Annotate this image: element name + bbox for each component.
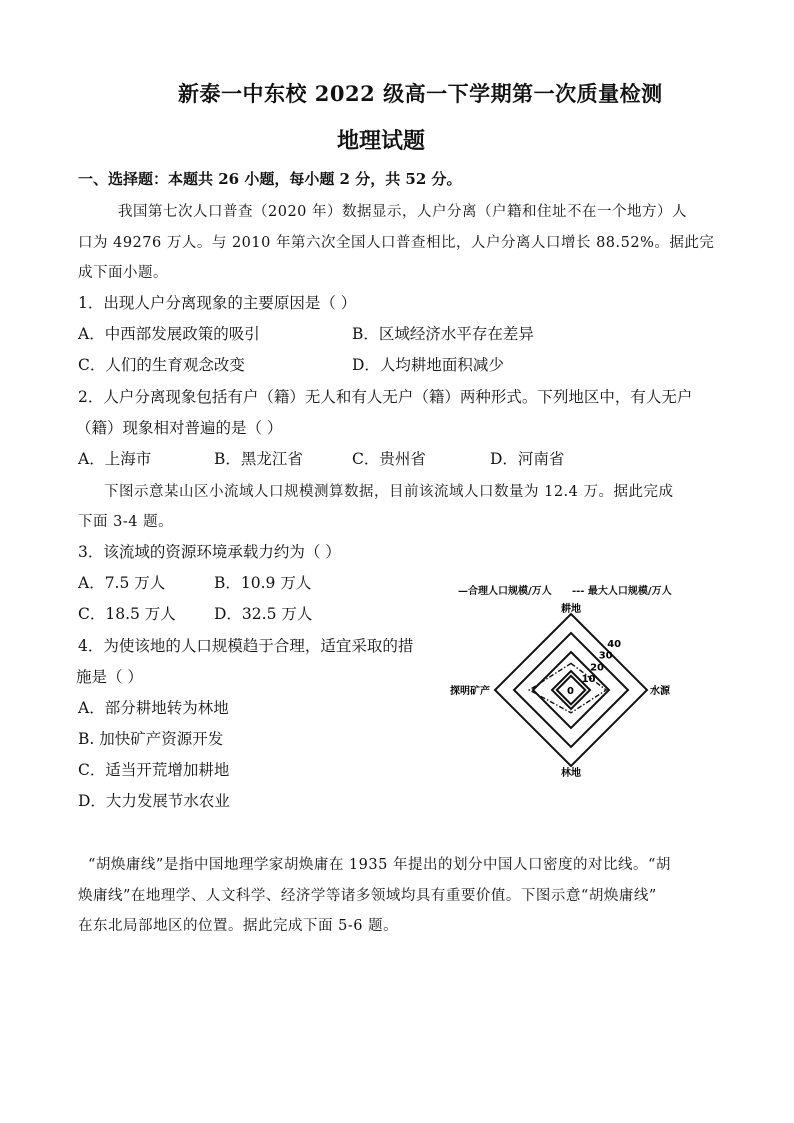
legend-dashed: --- 最大人口规模/万人: [572, 586, 672, 597]
ring-tick-label: 0: [567, 686, 574, 697]
axis-label-left: 探明矿产: [450, 686, 490, 697]
passage3-line: “胡焕庸线”是指中国地理学家胡焕庸在 1935 年提出的划分中国人口密度的对比线。“胡: [88, 857, 671, 873]
axis-label-right: 水源: [650, 686, 670, 697]
ring-tick-label: 20: [590, 662, 605, 674]
question-4-stem-line2: 施是（ ）: [76, 668, 143, 686]
q4-option-a: A．部分耕地转为林地: [78, 699, 229, 717]
passage2-line: 下图示意某山区小流域人口规模测算数据，目前该流域人口数量为 12.4 万。据此完成: [104, 484, 674, 500]
question-1-stem: 1．出现人户分离现象的主要原因是（ ）: [78, 294, 357, 312]
q3-option-a: A．7.5 万人: [78, 574, 166, 592]
q2-option-b: B．黑龙江省: [214, 450, 303, 468]
ring-tick-label: 40: [607, 638, 622, 650]
q3-option-b: B．10.9 万人: [214, 574, 312, 592]
q3-option-c: C．18.5 万人: [78, 605, 176, 623]
exam-title: 新泰一中东校 2022 级高一下学期第一次质量检测: [178, 81, 663, 106]
q1-option-a: A．中西部发展政策的吸引: [78, 325, 260, 343]
legend-solid: —合理人口规模/万人: [458, 586, 552, 597]
passage2-line: 下面 3-4 题。: [78, 514, 174, 530]
q2-option-a: A．上海市: [78, 450, 152, 468]
question-2-stem-line2: （籍）现象相对普遍的是（ ）: [76, 419, 283, 437]
exam-subtitle: 地理试题: [337, 128, 426, 154]
q1-option-d: D．人均耕地面积减少: [352, 356, 504, 374]
q2-option-d: D．河南省: [490, 450, 565, 468]
question-2-stem-line1: 2．人户分离现象包括有户（籍）无人和有人无户（籍）两种形式。下列地区中，有人无户: [78, 388, 693, 406]
axis-label-top: 耕地: [561, 604, 581, 615]
passage1-line: 成下面小题。: [78, 265, 168, 281]
passage3-line: 焕庸线”在地理学、人文科学、经济学等诸多领域均具有重要价值。下图示意“胡焕庸线”: [78, 888, 657, 904]
question-3-stem: 3．该流域的资源环境承载力约为（ ）: [78, 543, 341, 561]
q3-option-d: D．32.5 万人: [214, 605, 313, 623]
radar-chart: [430, 596, 710, 786]
ring-tick-label: 30: [598, 650, 613, 662]
q4-option-b: B. 加快矿产资源开发: [78, 730, 224, 748]
passage3-line: 在东北局部地区的位置。据此完成下面 5-6 题。: [78, 918, 399, 934]
section-heading: 一、选择题：本题共 26 小题，每小题 2 分，共 52 分。: [78, 170, 462, 188]
q1-option-c: C．人们的生育观念改变: [78, 356, 245, 374]
q1-option-b: B．区域经济水平存在差异: [352, 325, 534, 343]
ring-tick-label: 10: [581, 674, 596, 686]
passage1-line: 口为 49276 万人。与 2010 年第六次全国人口普查相比，人户分离人口增长 88.52%。据此完: [78, 235, 715, 251]
passage1-line: 我国第七次人口普查（2020 年）数据显示，人户分离（户籍和住址不在一个地方）人: [118, 204, 688, 220]
q4-option-d: D．大力发展节水农业: [78, 792, 230, 810]
q2-option-c: C．贵州省: [352, 450, 426, 468]
q4-option-c: C．适当开荒增加耕地: [78, 761, 230, 779]
axis-label-bottom: 林地: [561, 768, 581, 779]
question-4-stem-line1: 4．为使该地的人口规模趋于合理，适宜采取的措: [78, 637, 414, 655]
radar-ticks: [567, 639, 621, 697]
